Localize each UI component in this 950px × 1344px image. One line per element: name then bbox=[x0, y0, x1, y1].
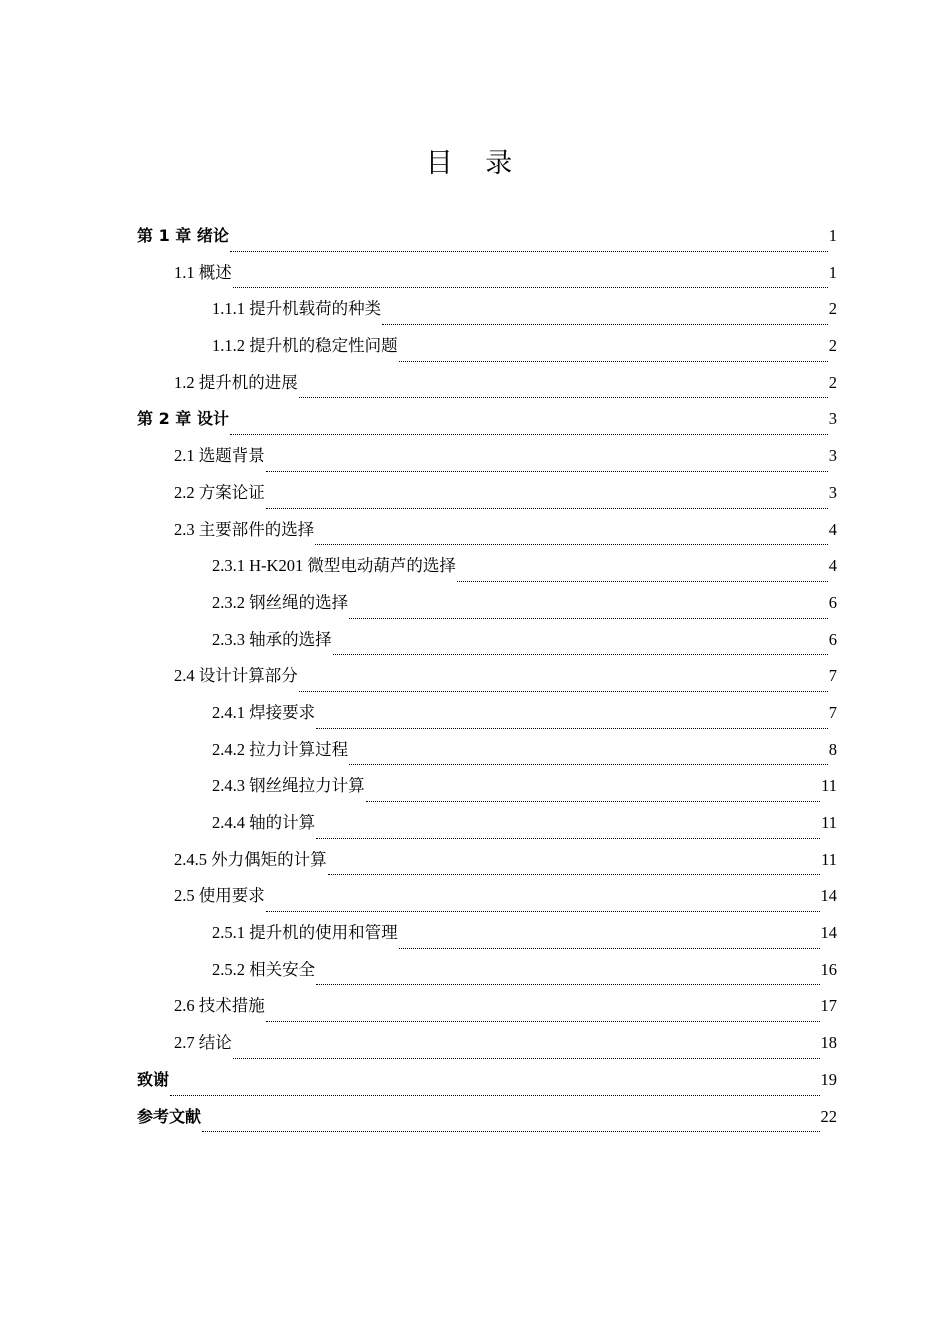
toc-entry-label: 2.6 技术措施 bbox=[174, 996, 265, 1016]
toc-entry-label: 2.3.1 H-K201 微型电动葫芦的选择 bbox=[212, 556, 456, 576]
toc-title: 目 录 bbox=[425, 148, 525, 179]
toc-entry[interactable] bbox=[137, 884, 837, 921]
dot-leader bbox=[316, 838, 820, 839]
dot-leader bbox=[266, 1021, 820, 1022]
toc-entry[interactable] bbox=[137, 664, 837, 701]
toc-entry-label: 参考文献 bbox=[137, 1106, 202, 1126]
toc-entry-page: 1 bbox=[828, 262, 837, 282]
toc-entry-label: 第 1 章 绪论 bbox=[137, 226, 229, 245]
toc-entry-page: 4 bbox=[828, 519, 837, 539]
toc-entry[interactable] bbox=[137, 407, 837, 444]
toc-entry-page: 22 bbox=[820, 1106, 837, 1126]
toc-entry[interactable] bbox=[137, 774, 837, 811]
toc-entry[interactable] bbox=[137, 628, 837, 665]
toc-entry[interactable] bbox=[137, 738, 837, 775]
toc-entry-page: 11 bbox=[821, 849, 837, 869]
toc-entry-page: 14 bbox=[820, 923, 837, 943]
toc-entry-label: 2.1 选题背景 bbox=[174, 446, 265, 466]
toc-entry-label: 1.1 概述 bbox=[174, 262, 232, 282]
toc-entry-page: 6 bbox=[828, 629, 837, 649]
toc-entry-label: 1.1.2 提升机的稳定性问题 bbox=[212, 336, 398, 356]
toc-entry[interactable] bbox=[137, 481, 837, 518]
dot-leader bbox=[366, 801, 820, 802]
dot-leader bbox=[299, 691, 828, 692]
toc-entry-page: 14 bbox=[820, 886, 837, 906]
toc-entry[interactable] bbox=[137, 591, 837, 628]
toc-entry[interactable] bbox=[137, 261, 837, 298]
toc-entry-page: 18 bbox=[820, 1033, 837, 1053]
toc-entry[interactable] bbox=[137, 371, 837, 408]
dot-leader bbox=[233, 1058, 820, 1059]
dot-leader bbox=[299, 397, 828, 398]
toc-entry-page: 11 bbox=[821, 813, 837, 832]
toc-entry-label: 第 2 章 设计 bbox=[137, 409, 229, 429]
toc-entry[interactable] bbox=[137, 958, 837, 995]
toc-entry-page: 16 bbox=[820, 959, 837, 979]
toc-entry-page: 19 bbox=[820, 1069, 837, 1089]
toc-entry-page: 3 bbox=[828, 482, 837, 502]
toc-entry[interactable] bbox=[137, 701, 837, 738]
toc-entry-page: 6 bbox=[828, 592, 837, 612]
toc-entry[interactable] bbox=[137, 1031, 837, 1068]
dot-leader bbox=[349, 764, 828, 765]
toc-entry-label: 2.4.2 拉力计算过程 bbox=[212, 739, 349, 759]
dot-leader bbox=[230, 251, 828, 252]
toc-entry-page: 3 bbox=[828, 446, 837, 466]
dot-leader bbox=[233, 287, 828, 288]
toc-entry[interactable] bbox=[137, 848, 837, 885]
toc-entry-label: 1.2 提升机的进展 bbox=[174, 372, 298, 392]
dot-leader bbox=[266, 508, 828, 509]
toc-entry-label: 2.4.5 外力偶矩的计算 bbox=[174, 849, 327, 869]
toc-entry-page: 2 bbox=[828, 299, 837, 319]
dot-leader bbox=[170, 1095, 819, 1096]
dot-leader bbox=[202, 1131, 819, 1132]
toc-entry-page: 8 bbox=[828, 739, 837, 759]
toc-entry-label: 2.3.2 钢丝绳的选择 bbox=[212, 592, 349, 612]
dot-leader bbox=[457, 581, 828, 582]
dot-leader bbox=[266, 471, 828, 472]
toc-entry[interactable] bbox=[137, 994, 837, 1031]
dot-leader bbox=[382, 324, 828, 325]
dot-leader bbox=[399, 361, 828, 362]
toc-entry[interactable] bbox=[137, 554, 837, 591]
toc-entry[interactable] bbox=[137, 518, 837, 555]
table-of-contents bbox=[137, 224, 837, 1141]
dot-leader bbox=[349, 618, 828, 619]
toc-entry-label: 2.3 主要部件的选择 bbox=[174, 519, 315, 539]
toc-entry-page: 11 bbox=[821, 776, 837, 796]
dot-leader bbox=[333, 654, 828, 655]
toc-entry-label: 2.7 结论 bbox=[174, 1033, 232, 1053]
toc-entry[interactable] bbox=[137, 1105, 837, 1142]
toc-entry-label: 2.5.2 相关安全 bbox=[212, 959, 316, 979]
toc-entry-label: 2.5.1 提升机的使用和管理 bbox=[212, 923, 398, 943]
dot-leader bbox=[328, 874, 820, 875]
toc-entry-label: 2.4.4 轴的计算 bbox=[212, 813, 316, 832]
toc-entry-label: 1.1.1 提升机载荷的种类 bbox=[212, 299, 382, 319]
toc-entry-page: 2 bbox=[828, 372, 837, 392]
toc-entry[interactable] bbox=[137, 444, 837, 481]
toc-entry-page: 1 bbox=[828, 226, 837, 245]
dot-leader bbox=[266, 911, 820, 912]
toc-entry-page: 2 bbox=[828, 336, 837, 356]
dot-leader bbox=[316, 984, 819, 985]
toc-entry[interactable] bbox=[137, 1068, 837, 1105]
dot-leader bbox=[316, 728, 828, 729]
toc-entry-page: 7 bbox=[828, 666, 837, 686]
toc-entry[interactable] bbox=[137, 334, 837, 371]
toc-entry-label: 2.4 设计计算部分 bbox=[174, 666, 298, 686]
dot-leader bbox=[230, 434, 828, 435]
toc-entry[interactable] bbox=[137, 921, 837, 958]
toc-entry-label: 2.4.3 钢丝绳拉力计算 bbox=[212, 776, 365, 796]
toc-entry-page: 17 bbox=[820, 996, 837, 1016]
toc-entry-label: 2.4.1 焊接要求 bbox=[212, 702, 316, 722]
toc-entry-label: 2.5 使用要求 bbox=[174, 886, 265, 906]
toc-entry-page: 4 bbox=[828, 556, 837, 576]
toc-entry[interactable] bbox=[137, 224, 837, 261]
dot-leader bbox=[315, 544, 828, 545]
toc-entry[interactable] bbox=[137, 297, 837, 334]
dot-leader bbox=[399, 948, 820, 949]
toc-entry-page: 7 bbox=[828, 702, 837, 722]
toc-entry-label: 致谢 bbox=[137, 1069, 170, 1089]
toc-entry-label: 2.2 方案论证 bbox=[174, 482, 265, 502]
toc-entry-page: 3 bbox=[828, 409, 837, 429]
toc-entry[interactable] bbox=[137, 811, 837, 848]
toc-entry-label: 2.3.3 轴承的选择 bbox=[212, 629, 332, 649]
